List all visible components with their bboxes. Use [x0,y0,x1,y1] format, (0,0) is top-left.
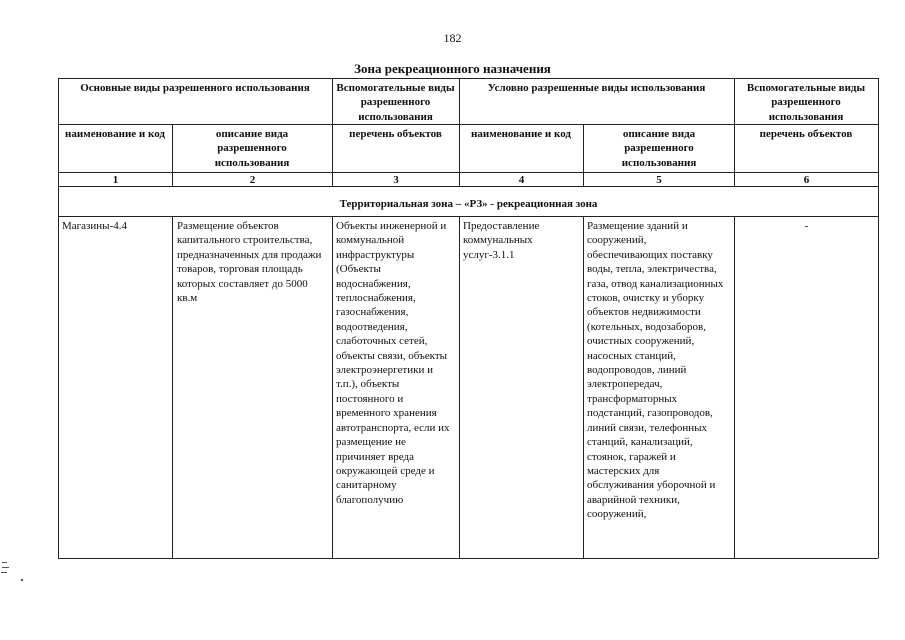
table-rule [332,216,333,558]
table-cell-aux-objects: Объекты инженерной и коммунальной инфраструктуры (Объекты водоснабжения, теплоснабжения, газоснабжения, водоотведения, слаботочных сетей, объекты связи, объекты электроэнергетики и т.п.), объекты постоянного и временного хранения автотранспорта, если их размещение не причиняет вреда окружающей среде и санитарному благополучию [336,220,450,506]
table-rule [459,78,460,186]
table-rule [459,216,460,558]
header-sub-name-code: наименование и код [65,128,165,140]
table-rule [332,78,333,186]
table-rule [734,216,735,558]
table-rule [58,558,878,559]
column-number: 2 [249,174,256,186]
table-rule [878,78,879,558]
table-rule [583,216,584,558]
column-number: 5 [656,174,662,186]
header-sub-name-code: наименование и код [471,128,571,140]
header-sub-objects: перечень объектов [349,128,442,140]
header-sub-objects: перечень объектов [759,128,853,140]
header-sub-description: описание вида разрешенного использования [621,128,697,169]
header-group-basic: Основные виды разрешенного использования [80,82,310,94]
table-rule [172,216,173,558]
table-rule [58,78,59,558]
table-cell-cond-name-code: Предоставление коммунальных услуг-3.1.1 [463,220,540,261]
scan-mark [2,562,7,563]
column-number: 1 [112,174,119,186]
column-number: 4 [518,174,525,186]
table-title: Зона рекреационного назначения [354,61,551,76]
scan-mark [2,567,9,568]
zone-title: Территориальная зона – «РЗ» - рекреационная зона [339,198,598,210]
table-cell-cond-description: Размещение зданий и сооружений, обеспечивающих поставку воды, тепла, электричества, газа, отвод канализационных стоков, очистку и уборку объектов недвижимости (котельных, водозаборов, очистных сооружений, насосных станций, водопроводов, линий электропередач, трансформаторных подстанций, газопроводов, линий связи, телефонных станций, канализаций, стоянок, гаражей и мастерских для обслуживания уборочной и аварийной техники, сооружений, [587,220,724,521]
header-group-aux-right: Вспомогательные виды разрешенного использования [746,82,866,123]
column-number: 6 [803,174,810,186]
column-number: 3 [393,174,399,186]
scan-mark [21,579,23,581]
table-rule [734,78,735,186]
header-sub-description: описание вида разрешенного использования [214,128,290,169]
page-number: 182 [443,31,462,45]
table-cell-basic-name-code: Магазины-4.4 [62,220,127,232]
table-rule [58,78,878,79]
header-group-conditional: Условно разрешенные виды использования [487,82,706,94]
table-cell-cond-aux-objects: - [804,220,809,232]
table-rule [58,216,878,217]
scan-mark [1,572,7,573]
table-cell-basic-description: Размещение объектов капитального строительства, предназначенных для продажи товаров, торговая площадь которых составляет до 5000 кв.м [177,220,322,305]
header-group-aux-left: Вспомогательные виды разрешенного использования [336,82,455,123]
